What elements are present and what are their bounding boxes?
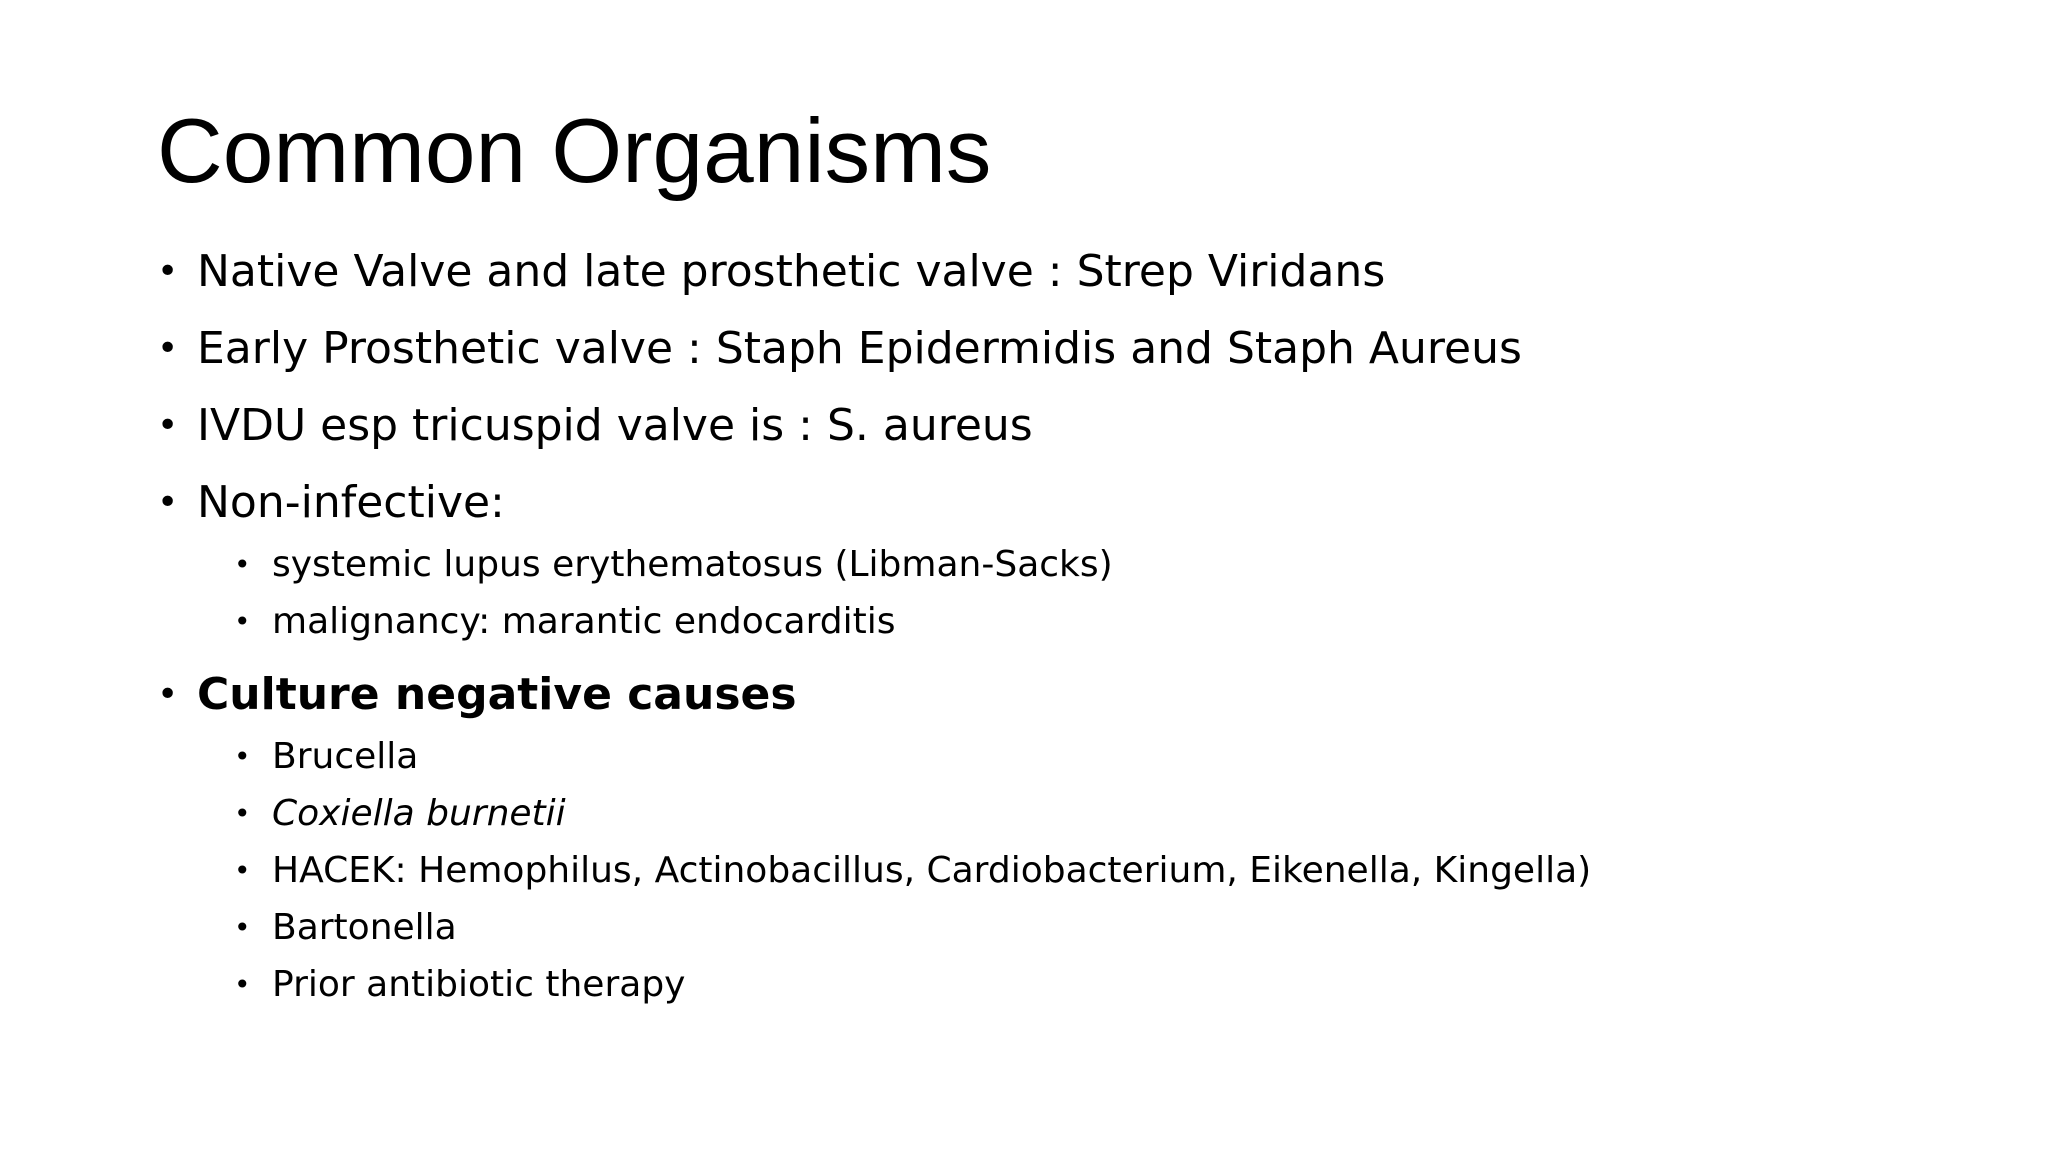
- subbullet-bartonella: [234, 903, 457, 953]
- bullet-icon: •: [234, 797, 251, 830]
- subbullet-hacek: [234, 846, 1591, 896]
- bullet-icon: •: [157, 405, 179, 446]
- subbullet-lupus: [234, 540, 1113, 590]
- subbullet-brucella: [234, 732, 418, 782]
- bullet-icon: •: [157, 674, 179, 715]
- bullet-text: Early Prosthetic valve : Staph Epidermidis and Staph Aureus: [197, 323, 1522, 374]
- bullet-text: malignancy: marantic endocarditis: [272, 601, 896, 642]
- bullet-culture-negative: [157, 665, 797, 725]
- bullet-text: HACEK: Hemophilus, Actinobacillus, Cardiobacterium, Eikenella, Kingella): [272, 850, 1592, 891]
- bullet-icon: •: [234, 968, 251, 1001]
- bullet-early-prosthetic: [157, 319, 1522, 379]
- bullet-list: [157, 0, 1957, 1152]
- bullet-icon: •: [234, 911, 251, 944]
- bullet-text: Coxiella burnetii: [272, 793, 566, 834]
- bullet-text: Brucella: [272, 736, 419, 777]
- bullet-text: Culture negative causes: [197, 669, 797, 720]
- subbullet-prior-antibiotic: [234, 960, 685, 1010]
- bullet-ivdu: [157, 396, 1033, 456]
- bullet-non-infective: [157, 473, 505, 533]
- bullet-text: Bartonella: [272, 907, 457, 948]
- bullet-text: Non-infective:: [197, 477, 505, 528]
- bullet-icon: •: [234, 854, 251, 887]
- bullet-text: systemic lupus erythematosus (Libman-Sacks): [272, 544, 1113, 585]
- bullet-icon: •: [157, 251, 179, 292]
- subbullet-coxiella: [234, 789, 566, 839]
- bullet-icon: •: [234, 740, 251, 773]
- slide-title: Common Organisms: [157, 101, 992, 202]
- bullet-icon: •: [234, 548, 251, 581]
- bullet-icon: •: [234, 605, 251, 638]
- bullet-text: Prior antibiotic therapy: [272, 964, 686, 1005]
- bullet-text: Native Valve and late prosthetic valve : Strep Viridans: [197, 246, 1386, 297]
- bullet-icon: •: [157, 482, 179, 523]
- subbullet-malignancy: [234, 597, 895, 647]
- bullet-text: IVDU esp tricuspid valve is : S. aureus: [197, 400, 1033, 451]
- bullet-native-valve: [157, 242, 1385, 302]
- bullet-icon: •: [157, 328, 179, 369]
